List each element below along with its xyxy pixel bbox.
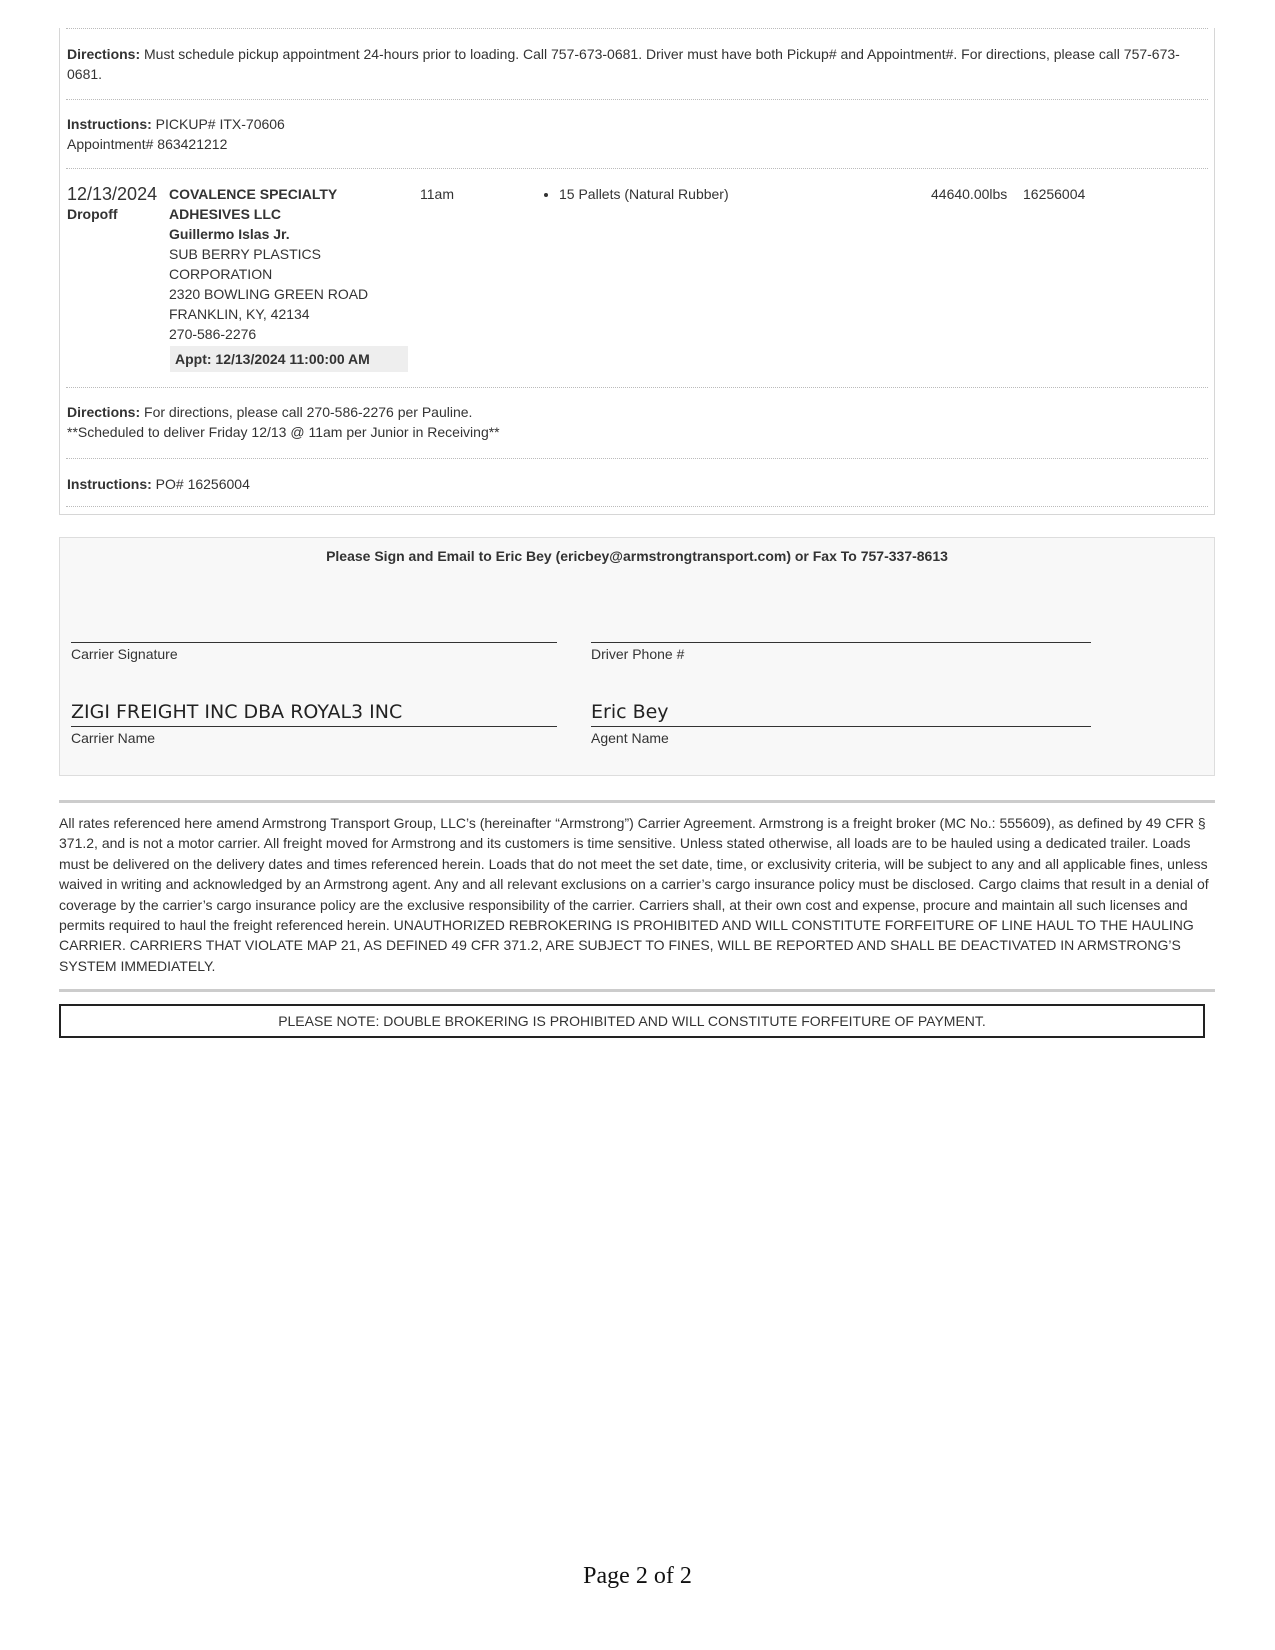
stop-time: 11am [420, 186, 454, 202]
directions-label: Directions: [67, 404, 141, 420]
carrier-signature-label: Carrier Signature [71, 646, 178, 662]
driver-phone-line[interactable] [591, 642, 1091, 643]
directions-label: Directions: [67, 46, 141, 62]
instructions-label: Instructions: [67, 116, 152, 132]
appointment-badge: Appt: 12/13/2024 11:00:00 AM [170, 346, 408, 372]
divider [66, 168, 1208, 169]
facility-name: SUB BERRY PLASTICS [169, 246, 321, 262]
legal-terms: All rates referenced here amend Armstrong Transport Group, LLC’s (hereinafter “Armstrong”) Carrier Agreement. Armstrong is a freight broker (MC No.: 555609), as defined by 49 CFR § 371.2, and is not a motor carrier. All freight moved for Armstrong and its customers is time sensitive. Unless stated otherwise, all loads are to be hauled using a dedicated trailer. Loads must be delivered on the delivery dates and times referenced herein. Loads that do not meet the set date, time, or exclusivity criteria, will be subject to any and all applicable fines, unless waived in writing and acknowledged by an Armstrong agent. Any and all relevant exclusions on a carrier’s cargo insurance policy must be disclosed. Cargo claims that result in a denial of coverage by the carrier’s cargo insurance policy are the exclusive responsibility of the carrier. Carriers shall, at their own cost and expense, procure and maintain all such licenses and permits required to haul the freight referenced herein. UNAUTHORIZED REBROKERING IS PROHIBITED AND WILL CONSTITUTE FORFEITURE OF LINE HAUL TO THE HAULING CARRIER. CARRIERS THAT VIOLATE MAP 21, AS DEFINED 49 CFR 371.2, ARE SUBJECT TO FINES, WILL BE REPORTED AND SHALL BE DEACTIVATED IN ARMSTRONG’S SYSTEM IMMEDIATELY. [59, 815, 1209, 974]
page-number: Page 2 of 2 [583, 1563, 692, 1589]
facility-name-cont: CORPORATION [169, 266, 273, 282]
items-list [539, 184, 919, 204]
agent-name-value: Eric Bey [591, 701, 669, 723]
dropoff-instructions [67, 474, 1200, 494]
city-state-zip: FRANKLIN, KY, 42134 [169, 306, 310, 322]
stop-weight: 44640.00lbs [931, 186, 1008, 202]
signature-section [59, 537, 1215, 776]
pickup-number: PICKUP# ITX-70606 [155, 116, 285, 132]
item-entry: • 15 Pallets (Natural Rubber) [559, 184, 919, 204]
po-number: PO# 16256004 [155, 476, 250, 492]
divider [59, 989, 1215, 992]
stop-address [169, 184, 409, 344]
carrier-name-label: Carrier Name [71, 730, 156, 746]
divider [66, 458, 1208, 459]
company-name: COVALENCE SPECIALTY [169, 186, 338, 202]
carrier-signature-line[interactable] [71, 642, 557, 643]
stops-section [59, 28, 1215, 515]
instructions-label: Instructions: [67, 476, 152, 492]
agent-name-line [591, 726, 1091, 727]
contact-name: Guillermo Islas Jr. [169, 226, 290, 242]
stop-date-cell [67, 184, 157, 224]
stop-type: Dropoff [67, 206, 118, 222]
delivery-note: **Scheduled to deliver Friday 12/13 @ 11am per Junior in Receiving** [67, 424, 500, 440]
dropoff-directions [67, 402, 1200, 442]
company-name-cont: ADHESIVES LLC [169, 206, 282, 222]
directions-text: Must schedule pickup appointment 24-hours prior to loading. Call 757-673-0681. Driver must have both Pickup# and Appointment#. For directions, please call 757-673-0681. [67, 46, 1180, 82]
carrier-name-line [71, 726, 557, 727]
divider [66, 99, 1208, 100]
double-brokering-notice: PLEASE NOTE: DOUBLE BROKERING IS PROHIBITED AND WILL CONSTITUTE FORFEITURE OF PAYMENT. [59, 1004, 1205, 1038]
agent-name-label: Agent Name [591, 730, 669, 746]
divider [66, 387, 1208, 388]
divider [66, 506, 1208, 507]
sign-instructions: Please Sign and Email to Eric Bey (ericbey@armstrongtransport.com) or Fax To 757-337-8613 [326, 548, 948, 564]
divider [59, 800, 1215, 803]
pickup-instructions [67, 114, 1200, 154]
carrier-name-value: ZIGI FREIGHT INC DBA ROYAL3 INC [71, 701, 403, 723]
phone-number: 270-586-2276 [169, 326, 257, 342]
driver-phone-label: Driver Phone # [591, 646, 685, 662]
appointment-number: Appointment# 863421212 [67, 136, 228, 152]
directions-text: For directions, please call 270-586-2276 per Pauline. [144, 404, 473, 420]
street-address: 2320 BOWLING GREEN ROAD [169, 286, 369, 302]
stop-items [539, 184, 919, 204]
divider [66, 28, 1208, 29]
pickup-directions [67, 44, 1200, 84]
stop-reference: 16256004 [1023, 186, 1086, 202]
stop-date: 12/13/2024 [67, 184, 158, 204]
